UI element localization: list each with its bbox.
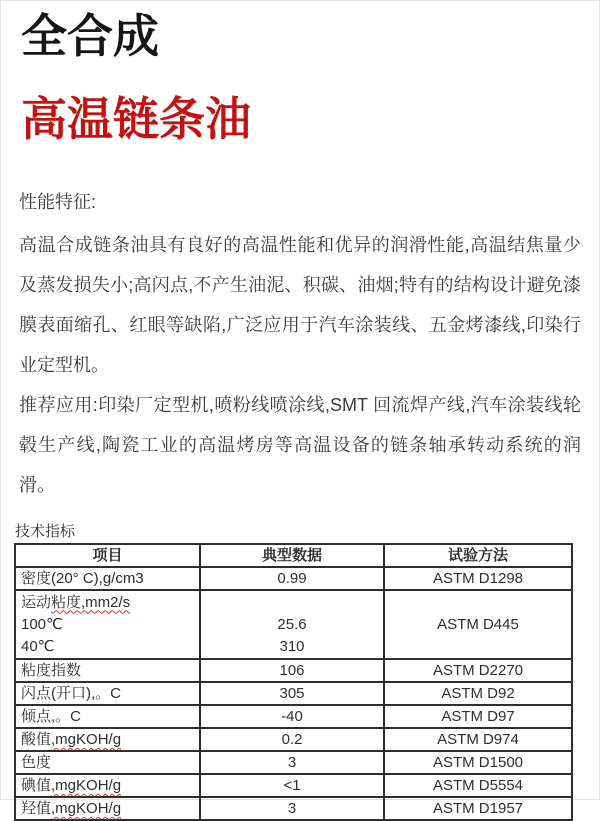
spec-method: ASTM D1298	[384, 567, 572, 590]
table-row-pour-point	[15, 705, 572, 728]
specs-table	[14, 543, 573, 821]
viscosity-label-line	[21, 592, 194, 614]
viscosity-value-100: 25.6	[277, 615, 307, 633]
spec-value: 0.99	[200, 567, 384, 590]
table-row-iodine-value	[15, 774, 572, 797]
spec-method: ASTM D1500	[384, 751, 572, 774]
table-row-density	[15, 567, 572, 590]
spec-item: 色度	[15, 751, 200, 774]
table-row-viscosity-index	[15, 659, 572, 682]
spec-item-label: 羟值	[21, 800, 52, 817]
spec-value: <1	[200, 774, 384, 797]
table-row-flash-point	[15, 682, 572, 705]
spec-method: ASTM D445	[384, 590, 572, 659]
viscosity-value-blank	[206, 592, 378, 614]
spellcheck-flagged-text: ,mgKOH/g	[51, 777, 122, 794]
spec-item	[15, 590, 200, 659]
spellcheck-flagged-text: ,mgKOH/g	[51, 731, 122, 748]
spec-item: 粘度指数	[15, 659, 200, 682]
spec-method: ASTM D2270	[384, 659, 572, 682]
spec-item	[15, 797, 200, 820]
spec-value: 3	[200, 797, 384, 820]
spec-item-label: 酸值	[21, 731, 52, 748]
spec-item-label: 碘值	[21, 777, 52, 794]
table-row-hydroxyl-value	[15, 797, 572, 820]
viscosity-value-40: 310	[279, 637, 305, 655]
spec-item: 闪点(开口),。C	[15, 682, 200, 705]
col-header-item: 项目	[15, 544, 200, 567]
spec-value: 0.2	[200, 728, 384, 751]
spec-value: 305	[200, 682, 384, 705]
spec-item: 倾点,。C	[15, 705, 200, 728]
viscosity-temp-100: 100℃	[21, 615, 63, 633]
spec-item: 密度(20° C),g/cm3	[15, 567, 200, 590]
product-series-title: 全合成	[21, 10, 159, 62]
spec-item	[15, 774, 200, 797]
specs-header-row	[15, 544, 572, 567]
table-row-acid-value	[15, 728, 572, 751]
spec-method: ASTM D1957	[384, 797, 572, 820]
spellcheck-flagged-text: ,mgKOH/g	[51, 800, 122, 817]
product-name-title: 高温链条油	[21, 93, 251, 145]
spec-method: ASTM D97	[384, 705, 572, 728]
applications-paragraph: 推荐应用:印染厂定型机,喷粉线喷涂线,SMT 回流焊产线,汽车涂装线轮毂生产线,陶瓷工业的高温烤房等高温设备的链条轴承转动系统的润滑。	[19, 395, 581, 495]
spec-method: ASTM D5554	[384, 774, 572, 797]
spec-item	[15, 728, 200, 751]
table-row-viscosity	[15, 590, 572, 659]
performance-paragraph: 高温合成链条油具有良好的高温性能和优异的润滑性能,高温结焦量少及蒸发损失小;高闪点,不产生油泥、积碳、油烟;特有的结构设计避免漆膜表面缩孔、红眼等缺陷,广泛应用于汽车涂装线、五金烤漆线,印染行业定型机。	[19, 235, 581, 375]
spec-method: ASTM D974	[384, 728, 572, 751]
specs-heading: 技术指标	[15, 523, 76, 540]
col-header-test-method: 试验方法	[384, 544, 572, 567]
spec-method: ASTM D92	[384, 682, 572, 705]
spec-value: 3	[200, 751, 384, 774]
spellcheck-flagged-text: 粘度,mm2/s	[51, 593, 131, 611]
performance-heading: 性能特征:	[19, 192, 97, 212]
spec-value: -40	[200, 705, 384, 728]
spec-value	[200, 590, 384, 659]
col-header-typical-data: 典型数据	[200, 544, 384, 567]
viscosity-temp-40: 40℃	[21, 637, 55, 655]
spec-value: 106	[200, 659, 384, 682]
table-row-color	[15, 751, 572, 774]
viscosity-label-plain: 运动	[21, 593, 52, 611]
